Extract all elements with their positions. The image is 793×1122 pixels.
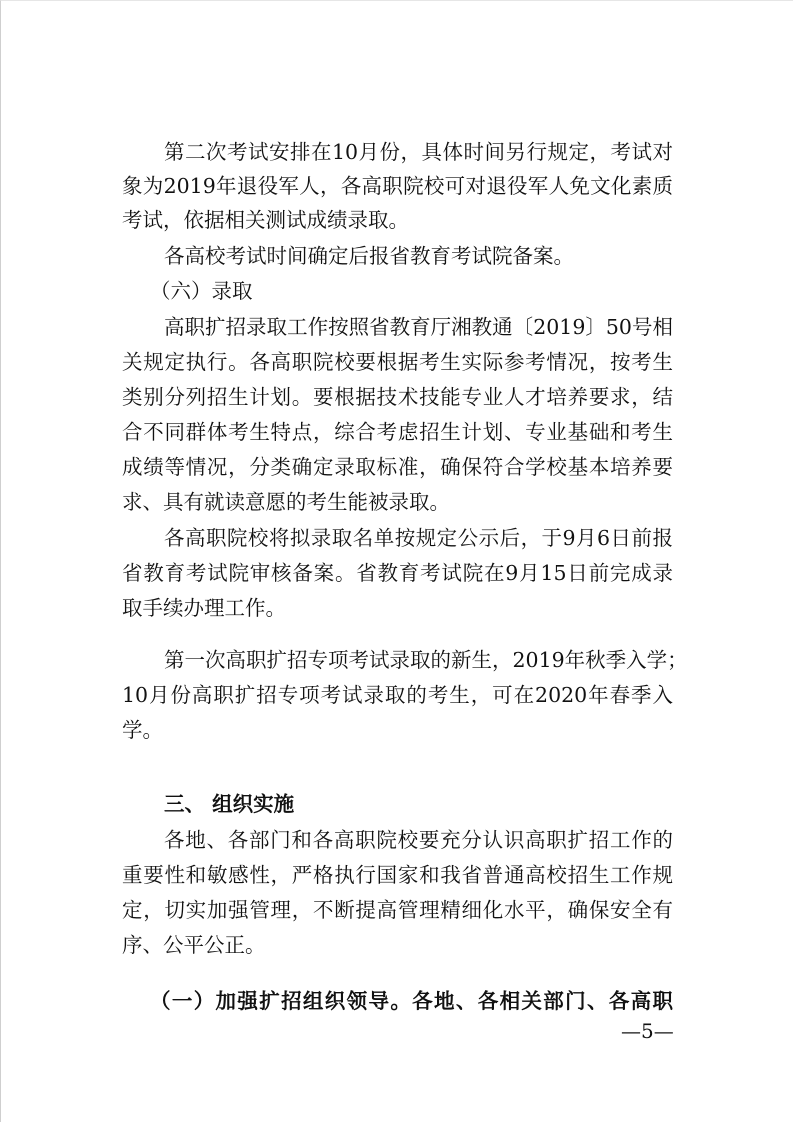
text-line: 考试，依据相关测试成绩录取。: [122, 208, 409, 232]
subsection-heading: （一）加强扩招组织领导。各地、各相关部门、各高职: [150, 989, 673, 1013]
text-line: 重要性和敏感性，严格执行国家和我省普通高校招生工作规: [122, 863, 673, 887]
page-number: —5—: [621, 1019, 674, 1043]
text-line: 省教育考试院审核备案。省教育考试院在9月15日前完成录: [122, 561, 673, 585]
text-line: 各高职院校将拟录取名单按规定公示后，于9月6日前报: [164, 526, 673, 550]
section-heading: （六）录取: [150, 279, 253, 303]
text-line: 合不同群体考生特点，综合考虑招生计划、专业基础和考生: [122, 420, 673, 444]
text-line: 取手续办理工作。: [122, 596, 286, 620]
text-line: 各地、各部门和各高职院校要充分认识高职扩招工作的: [164, 828, 673, 852]
text-line: 序、公平公正。: [122, 933, 266, 957]
section-heading: 三、 组织实施: [164, 792, 295, 816]
text-line: 高职扩招录取工作按照省教育厅湘教通〔2019〕50号相: [164, 315, 673, 339]
text-line: 关规定执行。各高职院校要根据考生实际参考情况，按考生: [122, 350, 673, 374]
text-line: 求、具有就读意愿的考生能被录取。: [122, 490, 450, 514]
text-line: 10月份高职扩招专项考试录取的考生，可在2020年春季入: [122, 683, 673, 707]
text-line: 定，切实加强管理，不断提高管理精细化水平，确保安全有: [122, 898, 673, 922]
text-line: 类别分列招生计划。要根据技术技能专业人才培养要求，结: [122, 385, 673, 409]
text-line: 学。: [122, 718, 163, 742]
text-line: 象为2019年退役军人，各高职院校可对退役军人免文化素质: [122, 174, 673, 198]
text-line: 第一次高职扩招专项考试录取的新生，2019年秋季入学；: [164, 648, 688, 672]
text-line: 第二次考试安排在10月份，具体时间另行规定，考试对: [164, 140, 673, 164]
text-line: 各高校考试时间确定后报省教育考试院备案。: [164, 244, 574, 268]
text-line: 成绩等情况，分类确定录取标准，确保符合学校基本培养要: [122, 455, 673, 479]
